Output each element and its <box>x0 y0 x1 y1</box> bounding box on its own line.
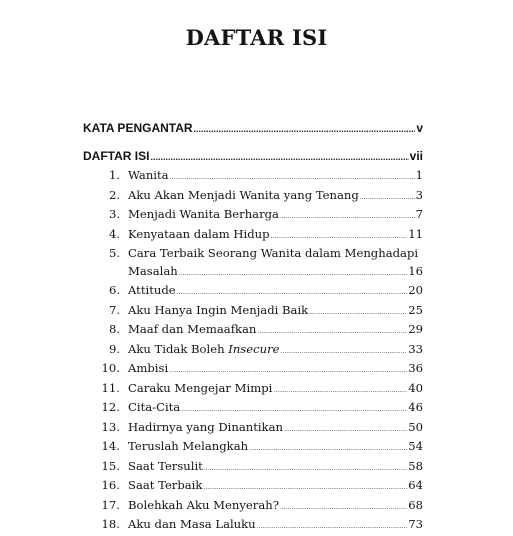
toc-page-number: 50 <box>408 419 423 434</box>
dot-leader <box>280 206 415 226</box>
toc-item-number: 1. <box>108 168 120 182</box>
toc-page-number: 7 <box>415 207 423 221</box>
toc-item-title: Aku Akan Menjadi Wanita yang Tenang <box>128 187 359 202</box>
toc-item-title: Cita-Cita <box>128 400 181 414</box>
toc-page-number: 3 <box>415 187 423 202</box>
toc-item-number: 14. <box>101 439 120 453</box>
toc-item <box>83 516 423 536</box>
dot-leader <box>181 399 407 419</box>
dot-leader <box>249 438 407 458</box>
toc-item <box>83 167 423 187</box>
toc-section-daftar-isi <box>83 147 423 167</box>
toc-item <box>83 497 423 517</box>
toc-page-number: 64 <box>408 478 423 492</box>
dot-leader <box>170 167 415 187</box>
toc-item-title <box>128 341 280 359</box>
toc-item-number: 11. <box>101 380 120 395</box>
toc-section-label: DAFTAR ISI <box>83 149 150 163</box>
toc-item-number: 6. <box>108 283 120 297</box>
toc-item-number: 9. <box>108 341 120 356</box>
toc-item-title: Ambisi <box>128 361 169 375</box>
toc-item-continuation <box>83 263 423 283</box>
toc-item-number: 3. <box>108 207 120 221</box>
toc-item-title: Teruslah Melangkah <box>128 439 249 453</box>
toc-item-number: 5. <box>108 246 120 260</box>
dot-leader <box>169 360 407 380</box>
toc-page-number: 73 <box>408 517 423 531</box>
dot-leader <box>203 477 407 497</box>
toc-page-number: 58 <box>408 458 423 473</box>
toc-page-number: 29 <box>408 322 423 336</box>
toc-item <box>83 419 423 439</box>
dot-leader <box>179 263 408 283</box>
dot-leader <box>204 458 407 478</box>
toc-item-title: Caraku Mengejar Mimpi <box>128 380 273 395</box>
toc-item-number: 15. <box>101 458 120 473</box>
dot-leader <box>360 187 415 207</box>
dot-leader <box>194 119 416 139</box>
toc-item-title: Hadirnya yang Dinantikan <box>128 419 283 434</box>
dot-leader <box>257 321 407 341</box>
toc-item-title: Aku dan Masa Laluku <box>128 517 256 531</box>
dot-leader <box>273 380 407 400</box>
dot-leader <box>257 516 408 536</box>
toc-item-title: Bolehkah Aku Menyerah? <box>128 497 279 512</box>
toc-item-title: Cara Terbaik Seorang Wanita dalam Menghadapi <box>128 246 419 260</box>
toc-item-number: 8. <box>108 322 120 336</box>
toc-item <box>83 399 423 419</box>
toc-item-title: Menjadi Wanita Berharga <box>128 207 279 221</box>
toc-page-number: 46 <box>408 400 423 414</box>
toc-item-number: 12. <box>101 400 120 414</box>
toc-item-title: Wanita <box>128 168 169 182</box>
toc-item-number: 16. <box>101 478 120 492</box>
toc-item <box>83 360 423 380</box>
toc-item <box>83 341 423 361</box>
toc-page-number: 33 <box>408 341 423 356</box>
table-of-contents <box>83 119 423 536</box>
toc-page-number: 20 <box>408 283 423 297</box>
toc-item-number: 18. <box>101 517 120 531</box>
toc-item <box>83 302 423 322</box>
toc-item-number: 13. <box>101 419 120 434</box>
toc-item <box>83 226 423 246</box>
dot-leader <box>280 497 407 517</box>
toc-item-title-part: Aku Tidak Boleh <box>128 341 229 356</box>
toc-item <box>83 206 423 226</box>
toc-item-title: Saat Terbaik <box>128 478 203 492</box>
toc-page-number: vii <box>409 149 423 163</box>
toc-page-number: 16 <box>408 263 423 278</box>
toc-item <box>83 380 423 400</box>
toc-item <box>83 438 423 458</box>
toc-item-number: 17. <box>101 497 120 512</box>
toc-page-number: 11 <box>408 226 423 241</box>
dot-leader <box>177 282 408 302</box>
toc-page-number: 54 <box>408 439 423 453</box>
toc-item-number: 4. <box>108 226 120 241</box>
toc-item-title: Attitude <box>128 283 176 297</box>
toc-item <box>83 187 423 207</box>
toc-page-number: 40 <box>408 380 423 395</box>
toc-section-label: KATA PENGANTAR <box>83 121 193 135</box>
dot-leader <box>309 302 407 322</box>
toc-item-title: Saat Tersulit <box>128 458 203 473</box>
toc-page-number: v <box>416 121 423 135</box>
toc-item-number: 2. <box>108 187 120 202</box>
toc-item <box>83 321 423 341</box>
toc-item-title: Aku Hanya Ingin Menjadi Baik <box>128 302 309 317</box>
toc-item <box>83 477 423 497</box>
toc-item <box>83 458 423 478</box>
toc-item-title: Kenyataan dalam Hidup <box>128 226 270 241</box>
toc-page-number: 36 <box>408 361 423 375</box>
toc-item <box>83 282 423 302</box>
toc-item <box>83 245 423 263</box>
dot-leader <box>150 147 408 167</box>
toc-page-number: 68 <box>408 497 423 512</box>
toc-item-title-italic: Insecure <box>228 341 280 356</box>
toc-item-title-line2: Masalah <box>128 263 178 278</box>
page-title: DAFTAR ISI <box>185 25 328 50</box>
toc-item-title: Maaf dan Memaafkan <box>128 322 257 336</box>
toc-section-kata-pengantar <box>83 119 423 139</box>
toc-item-number: 7. <box>108 302 120 317</box>
dot-leader <box>281 341 408 361</box>
toc-page-number: 25 <box>408 302 423 317</box>
toc-page-number: 1 <box>415 168 423 182</box>
dot-leader <box>284 419 407 439</box>
dot-leader <box>271 226 408 246</box>
toc-item-number: 10. <box>101 361 120 375</box>
